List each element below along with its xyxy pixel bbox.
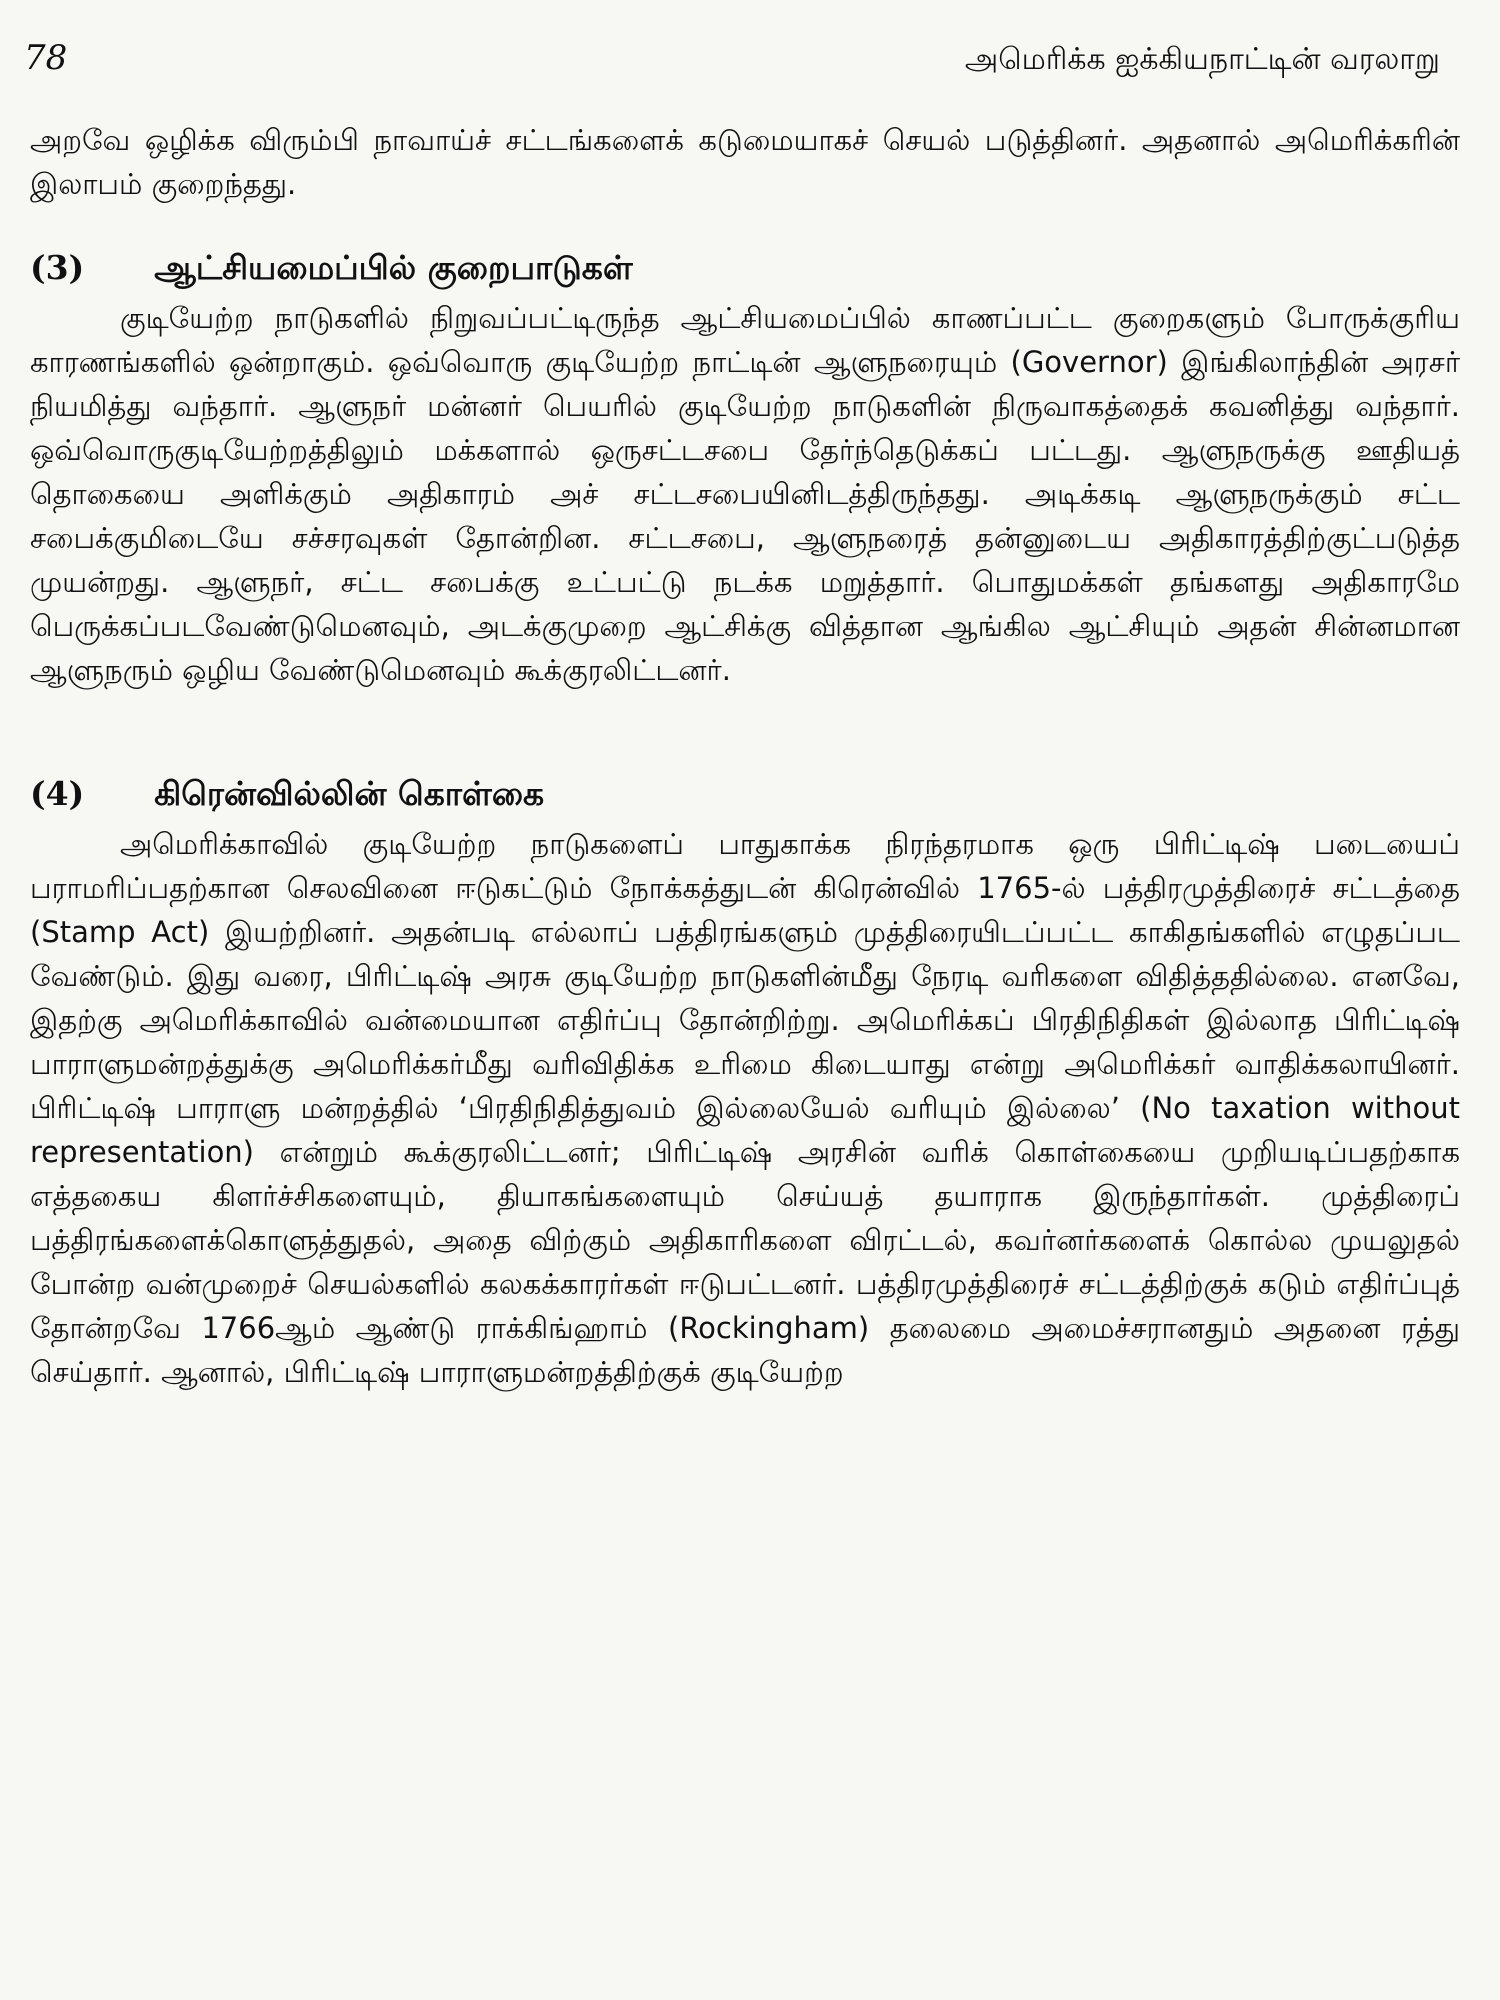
section-4-title: கிரென்வில்லின் கொள்கை xyxy=(154,774,545,813)
page-number: 78 xyxy=(24,38,68,78)
intro-paragraph: அறவே ஒழிக்க விரும்பி நாவாய்ச் சட்டங்களைக் கடுமையாகச் செயல் படுத்தினர். அதனால் அமெரிக்கரின் இலாபம் குறைந்தது. xyxy=(30,123,1460,201)
running-title: அமெரிக்க ஐக்கியநாட்டின் வரலாறு xyxy=(964,42,1440,77)
section-3-number: (3) xyxy=(30,248,85,287)
section-3-paragraph: குடியேற்ற நாடுகளில் நிறுவப்பட்டிருந்த ஆட்சியமைப்பில் காணப்பட்ட குறைகளும் போருக்குரிய காரணங்களில் ஒன்றாகும். ஒவ்வொரு குடியேற்ற நாட்டின் ஆளுநரையும் (Governor) இங்கிலாந்தின் அரசர் நியமித்து வந்தார். ஆளுநர் மன்னர் பெயரில் குடியேற்ற நாடுகளின் நிருவாகத்தைக் கவனித்து வந்தார். ஒவ்வொருகுடியேற்றத்திலும் மக்களால் ஒருசட்டசபை தேர்ந்தெடுக்கப் பட்டது. ஆளுநருக்கு ஊதியத் தொகையை அளிக்கும் அதிகாரம் அச் சட்டசபையினிடத்திருந்தது. அடிக்கடி ஆளுநருக்கும் சட்ட சபைக்குமிடையே சச்சரவுகள் தோன்றின. சட்டசபை, ஆளுநரைத் தன்னுடைய அதிகாரத்திற்குட்படுத்த முயன்றது. ஆளுநர், சட்ட சபைக்கு உட்பட்டு நடக்க மறுத்தார். பொதுமக்கள் தங்களது அதிகாரமே பெருக்கப்படவேண்டுமெனவும், அடக்குமுறை ஆட்சிக்கு வித்தான ஆங்கில ஆட்சியும் அதன் சின்னமான ஆளுநரும் ஒழிய வேண்டுமெனவும் கூக்குரலிட்டனர். xyxy=(30,301,1460,687)
section-4-number: (4) xyxy=(30,774,85,813)
section-3-title: ஆட்சியமைப்பில் குறைபாடுகள் xyxy=(154,248,633,287)
page-content xyxy=(30,118,1460,1394)
section-3-heading xyxy=(30,246,1460,290)
section-4-paragraph: அமெரிக்காவில் குடியேற்ற நாடுகளைப் பாதுகாக்க நிரந்தரமாக ஒரு பிரிட்டிஷ் படையைப் பராமரிப்பதற்கான செலவினை ஈடுகட்டும் நோக்கத்துடன் கிரென்வில் 1765-ல் பத்திரமுத்திரைச் சட்டத்தை (Stamp Act) இயற்றினர். அதன்படி எல்லாப் பத்திரங்களும் முத்திரையிடப்பட்ட காகிதங்களில் எழுதப்பட வேண்டும். இது வரை, பிரிட்டிஷ் அரசு குடியேற்ற நாடுகளின்மீது நேரடி வரிகளை விதித்ததில்லை. எனவே, இதற்கு அமெரிக்காவில் வன்மையான எதிர்ப்பு தோன்றிற்று. அமெரிக்கப் பிரதிநிதிகள் இல்லாத பிரிட்டிஷ் பாராளுமன்றத்துக்கு அமெரிக்கர்மீது வரிவிதிக்க உரிமை கிடையாது என்று அமெரிக்கர் வாதிக்கலாயினர். பிரிட்டிஷ் பாராளு மன்றத்தில் ‘பிரதிநிதித்துவம் இல்லையேல் வரியும் இல்லை’ (No taxation without representation) என்றும் கூக்குரலிட்டனர்; பிரிட்டிஷ் அரசின் வரிக் கொள்கையை முறியடிப்பதற்காக எத்தகைய கிளர்ச்சிகளையும், தியாகங்களையும் செய்யத் தயாராக இருந்தார்கள். முத்திரைப் பத்திரங்களைக்கொளுத்துதல், அதை விற்கும் அதிகாரிகளை விரட்டல், கவர்னர்களைக் கொல்ல முயலுதல் போன்ற வன்முறைச் செயல்களில் கலகக்காரர்கள் ஈடுபட்டனர். பத்திரமுத்திரைச் சட்டத்திற்குக் கடும் எதிர்ப்புத் தோன்றவே 1766ஆம் ஆண்டு ராக்கிங்ஹாம் (Rockingham) தலைமை அமைச்சரானதும் அதனை ரத்து செய்தார். ஆனால், பிரிட்டிஷ் பாராளுமன்றத்திற்குக் குடியேற்ற xyxy=(30,827,1460,1389)
section-gap xyxy=(30,692,1460,732)
page-header xyxy=(0,28,1500,88)
section-4-heading xyxy=(30,772,1460,816)
